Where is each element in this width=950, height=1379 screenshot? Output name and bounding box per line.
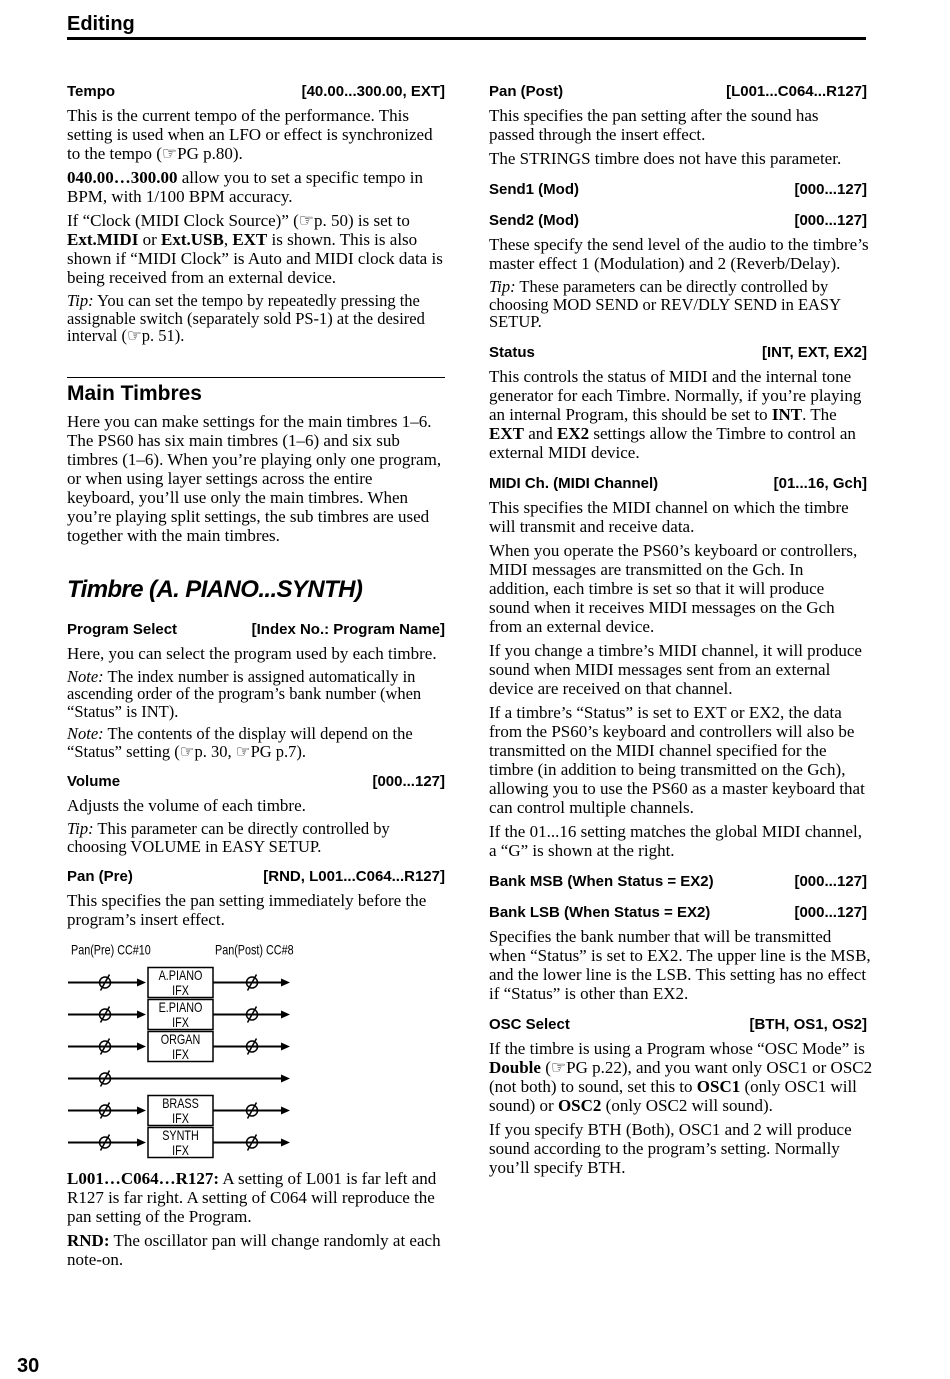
text-line [489, 660, 867, 679]
text-line [489, 517, 867, 536]
pan-pre-label: Pan(Pre) CC#10 [71, 942, 151, 958]
text-run: passed through the insert effect. [489, 125, 706, 144]
text-run: setting is used when an LFO or effect is synchronized [67, 125, 433, 144]
text-line [489, 579, 867, 598]
text-run: you’ll specify BTH. [489, 1157, 626, 1177]
text-line [67, 1188, 445, 1207]
text-run: This specifies the pan setting after the sound has [489, 106, 819, 125]
text-line [67, 725, 445, 743]
param-bank-lsb-when-status-ex2 [489, 903, 867, 922]
text-run: shown if “MIDI Clock” is Auto and MIDI clock data is [67, 249, 443, 268]
text-line [67, 187, 445, 206]
note-paragraph [67, 668, 445, 721]
text-line [489, 1077, 867, 1096]
text-run: allowing you to use the PS60 as a master keyboard that [489, 778, 865, 798]
text-run: keyboard, you’ll use only the main timbres. When [67, 487, 409, 507]
text-run: sound when MIDI messages sent from an external [489, 659, 831, 679]
text-run: (not both) to sound, set this to [489, 1076, 697, 1096]
param-name: Volume [67, 773, 121, 790]
paragraph [67, 1231, 445, 1269]
text-line [67, 469, 445, 488]
pan-pre-signal-arrowhead-icon [137, 1107, 146, 1115]
param-program-select [67, 620, 445, 639]
text-line [67, 412, 445, 431]
text-line [489, 641, 867, 660]
param-range: [INT, EXT, EX2] [761, 343, 867, 361]
bold-term: INT [771, 404, 803, 424]
paragraph [67, 211, 445, 287]
text-line [67, 507, 445, 526]
param-send2-mod [489, 211, 867, 230]
pan-pre-signal-arrowhead-icon [137, 1043, 146, 1051]
bold-term: Ext.USB [160, 230, 224, 249]
timbre-name-label: A.PIANO [158, 967, 203, 984]
pan-post-signal-arrowhead-icon [281, 1043, 290, 1051]
text-line [67, 1231, 445, 1250]
paragraph [67, 891, 445, 929]
text-line [489, 278, 867, 296]
text-line [489, 945, 871, 965]
text-run: If the timbre is using a Program whose “OSC Mode” is [489, 1038, 865, 1058]
timbre-name-label: E.PIANO [158, 999, 203, 1016]
text-run: from the PS60’s keyboard and controllers will also be [489, 721, 855, 741]
bold-term: EX2 [557, 423, 590, 443]
paragraph [489, 235, 867, 273]
param-range: [000...127] [372, 773, 445, 790]
pan-post-signal-arrowhead-icon [281, 979, 290, 987]
text-run: This controls the status of MIDI and the internal tone [489, 366, 852, 386]
text-run: “Status” is INT). [67, 701, 179, 721]
text-line [67, 891, 445, 910]
pass-through-signal-arrowhead-icon [281, 1075, 290, 1083]
text-run: These specify the send level of the audio to the timbre’s [489, 235, 869, 254]
text-run: These parameters can be directly controlled by [515, 277, 829, 296]
text-run: timbre (in addition to being transmitted on the Gch), [489, 759, 846, 779]
text-run: program’s insert effect. [67, 910, 225, 929]
bold-term: OSC1 [696, 1076, 741, 1096]
text-line [489, 984, 867, 1003]
paragraph [489, 703, 867, 817]
param-range: [RND, L001...C064...R127] [263, 868, 445, 885]
param-name: Pan (Post) [489, 83, 564, 100]
text-line [67, 910, 445, 929]
text-run: (☞PG p.22), and you want only OSC1 or OSC2 [540, 1057, 873, 1077]
text-line [489, 760, 867, 779]
pan-routing-diagram [67, 934, 447, 1164]
text-line [489, 313, 867, 331]
text-run: This specifies the MIDI channel on which the timbre [489, 497, 849, 517]
text-line [67, 820, 445, 838]
paragraph [489, 498, 867, 536]
param-status [489, 343, 867, 362]
timbre-name-label: SYNTH [162, 1127, 199, 1144]
header-rule [67, 37, 866, 40]
text-line [67, 292, 445, 310]
text-run: The PS60 has six main timbres (1–6) and six sub [67, 430, 400, 450]
text-line [489, 424, 867, 443]
text-run: if “Status” is other than EX2. [489, 983, 689, 1003]
text-line [67, 249, 445, 268]
text-line [67, 796, 445, 815]
param-name: OSC Select [489, 1015, 570, 1033]
text-line [489, 703, 867, 722]
text-run: sound) or [489, 1095, 558, 1115]
param-volume [67, 772, 445, 791]
text-line [67, 211, 445, 230]
param-range: [L001...C064...R127] [726, 83, 867, 100]
text-line [489, 235, 867, 254]
text-line [489, 254, 867, 273]
param-range: [01...16, Gch] [773, 474, 867, 492]
text-line [67, 488, 445, 507]
text-run: If “Clock (MIDI Clock Source)” (☞p. 50) is set to [67, 211, 410, 230]
text-line [67, 644, 445, 663]
text-line [489, 679, 867, 698]
param-range: [000...127] [794, 181, 867, 198]
param-range: [000...127] [794, 872, 867, 890]
param-bank-msb-when-status-ex2 [489, 872, 867, 891]
paragraph [489, 367, 867, 462]
text-run: You can set the tempo by repeatedly pressing the [93, 291, 420, 310]
page-number: 30 [17, 1355, 40, 1377]
text-run: (only OSC2 will sound). [601, 1095, 773, 1115]
text-line [67, 144, 445, 163]
text-line [67, 125, 445, 144]
italic-label: Tip: [489, 277, 516, 296]
timbre-name-label: ORGAN [160, 1031, 201, 1048]
text-run: . The [802, 404, 837, 424]
paragraph [489, 926, 871, 1003]
text-run: will transmit and receive data. [489, 516, 695, 536]
param-range: [000...127] [794, 903, 867, 921]
text-line [489, 1057, 873, 1077]
param-tempo [67, 82, 445, 101]
text-run: settings allow the Timbre to control an [589, 423, 856, 443]
text-run: being received from an external device. [67, 268, 337, 287]
text-line [67, 230, 445, 249]
text-run: external MIDI device. [489, 442, 640, 462]
text-line [67, 450, 445, 469]
bold-term: OSC2 [557, 1095, 602, 1115]
italic-label: Tip: [67, 819, 94, 838]
text-line [489, 386, 867, 405]
pan-routing-svg [67, 934, 447, 1164]
text-line [489, 1139, 867, 1158]
text-run: Here, you can select the program used by each timbre. [67, 643, 437, 663]
text-run: from an external device. [489, 616, 655, 636]
text-run: This is the current tempo of the performance. This [67, 106, 409, 125]
text-line [67, 668, 445, 686]
param-name: Pan (Pre) [67, 868, 133, 885]
text-line [67, 838, 445, 856]
paragraph [67, 168, 445, 206]
text-run: This parameter can be directly controlled by [93, 819, 390, 838]
italic-label: Note: [67, 666, 104, 686]
text-run: , [223, 230, 233, 249]
text-run: assignable switch (separately sold PS-1) at the desired [67, 308, 425, 328]
text-run: or [138, 230, 161, 249]
text-line [489, 598, 867, 617]
note-paragraph [67, 292, 445, 345]
text-line [67, 327, 445, 345]
text-line [489, 1039, 867, 1058]
ifx-label: IFX [172, 1142, 189, 1159]
text-run: This specifies the pan setting immediately before the [67, 891, 427, 910]
text-line [67, 526, 445, 545]
pan-post-label: Pan(Post) CC#8 [215, 942, 294, 958]
text-run: is shown. This is also [267, 230, 418, 249]
param-name: Tempo [67, 83, 116, 100]
text-run: “Status” setting (☞p. 30, ☞PG p.7). [67, 741, 307, 761]
left-column [67, 82, 445, 1274]
text-run: a “G” is shown at the right. [489, 840, 675, 860]
text-line [489, 927, 867, 946]
ifx-label: IFX [172, 1046, 189, 1063]
text-run: timbres (1–6). When you’re playing only one program, [67, 449, 442, 469]
text-line [489, 125, 867, 144]
param-name: Bank MSB (When Status = EX2) [489, 872, 714, 890]
pan-pre-signal-arrowhead-icon [137, 979, 146, 987]
pan-pre-signal-arrowhead-icon [137, 1139, 146, 1147]
note-paragraph [489, 278, 867, 331]
text-run: device are received on that channel. [489, 678, 733, 698]
pan-post-signal-arrowhead-icon [281, 1107, 290, 1115]
chapter-heading: Timbre (A. PIANO...SYNTH) [67, 575, 363, 603]
text-line [489, 541, 867, 560]
text-line [489, 1158, 867, 1177]
text-line [489, 149, 867, 168]
text-run: and the lower line is the LSB. This setting has no effect [489, 964, 867, 984]
paragraph [489, 1120, 867, 1177]
paragraph [67, 1169, 445, 1226]
text-line [489, 1120, 867, 1139]
text-line [489, 405, 867, 424]
text-line [67, 703, 445, 721]
text-line [67, 168, 445, 187]
text-line [67, 1250, 445, 1269]
text-run: Here you can make settings for the main timbres 1–6. [67, 411, 432, 431]
param-send1-mod [489, 180, 867, 199]
text-line [489, 498, 867, 517]
text-run: If the 01...16 setting matches the global MIDI channel, [489, 821, 862, 841]
param-name: Bank LSB (When Status = EX2) [489, 903, 711, 921]
text-run: A setting of L001 is far left and [219, 1169, 437, 1188]
text-line [489, 965, 867, 984]
param-range: [BTH, OS1, OS2] [749, 1015, 867, 1033]
paragraph [67, 644, 445, 663]
text-run: If you specify BTH (Both), OSC1 and 2 will produce [489, 1119, 852, 1139]
ifx-label: IFX [172, 982, 189, 999]
text-line [489, 722, 867, 741]
timbre-name-label: BRASS [162, 1095, 199, 1112]
paragraph [489, 149, 867, 168]
text-run: If a timbre’s “Status” is set to EXT or EX2, the data [489, 702, 842, 722]
text-line [489, 822, 867, 841]
bold-term: EXT [489, 423, 524, 443]
ifx-label: IFX [172, 1110, 189, 1127]
param-pan-pre [67, 867, 445, 886]
text-run: allow you to set a specific tempo in [177, 168, 423, 187]
text-line [489, 443, 867, 462]
text-line [489, 617, 867, 636]
text-line [489, 741, 867, 760]
text-run: you’re playing split settings, the sub timbres are used [67, 506, 430, 526]
pan-post-signal-arrowhead-icon [281, 1011, 290, 1019]
text-run: can control multiple channels. [489, 797, 694, 817]
paragraph [67, 796, 445, 815]
text-run: The STRINGS timbre does not have this parameter. [489, 149, 842, 168]
text-line [67, 1169, 445, 1188]
text-run: to the tempo (☞PG p.80). [67, 144, 243, 163]
text-run: generator for each Timbre. Normally, if you’re playing [489, 385, 862, 405]
text-run: sound when it receives MIDI messages on the Gch [489, 597, 835, 617]
text-line [67, 106, 445, 125]
text-line [489, 296, 867, 314]
text-run: choosing VOLUME in EASY SETUP. [67, 836, 322, 856]
bold-term: EXT [232, 230, 268, 249]
text-run: The oscillator pan will change randomly at each [109, 1231, 441, 1250]
section-heading: Main Timbres [67, 377, 445, 407]
text-run: The contents of the display will depend on the [103, 724, 413, 743]
text-line [489, 367, 867, 386]
paragraph [67, 106, 445, 163]
paragraph [489, 541, 867, 636]
text-run: or when using layer settings across the entire [67, 468, 373, 488]
text-line [67, 431, 445, 450]
param-range: [40.00...300.00, EXT] [301, 83, 445, 100]
text-line [489, 106, 867, 125]
paragraph [489, 106, 867, 144]
param-name: Send2 (Mod) [489, 212, 579, 229]
text-run: addition, each timbre is set so that it will produce [489, 578, 825, 598]
text-line [489, 779, 867, 798]
text-run: (only OSC1 will [740, 1076, 857, 1096]
text-run: MIDI messages are transmitted on the Gch. In [489, 559, 804, 579]
note-paragraph [67, 725, 445, 760]
text-run: an internal Program, this should be set to [489, 404, 772, 424]
text-line [489, 560, 867, 579]
pan-pre-signal-arrowhead-icon [137, 1011, 146, 1019]
text-run: note-on. [67, 1250, 124, 1269]
text-run: transmitted on the MIDI channel specified for the [489, 740, 827, 760]
paragraph [67, 412, 445, 545]
ifx-label: IFX [172, 1014, 189, 1031]
text-run: Specifies the bank number that will be transmitted [489, 926, 832, 946]
text-line [67, 310, 445, 328]
text-run: choosing MOD SEND or REV/DLY SEND in EASY [489, 294, 842, 314]
text-run: pan setting of the Program. [67, 1207, 252, 1226]
text-line [489, 1096, 867, 1115]
text-run: SETUP. [489, 312, 542, 331]
param-name: MIDI Ch. (MIDI Channel) [489, 474, 659, 492]
text-run: together with the main timbres. [67, 525, 280, 545]
note-paragraph [67, 820, 445, 855]
text-line [489, 841, 867, 860]
text-run: when “Status” is set to EX2. The upper line is the MSB, [489, 945, 871, 965]
paragraph [489, 641, 867, 698]
text-run: and [523, 423, 558, 443]
chapter-header-title: Editing [67, 13, 135, 35]
param-name: Status [489, 343, 535, 361]
text-run: ascending order of the program’s bank number (when [67, 684, 422, 703]
text-run: master effect 1 (Modulation) and 2 (Reverb/Delay). [489, 254, 841, 273]
param-name: Program Select [67, 620, 178, 638]
bold-term: Ext.MIDI [67, 230, 139, 249]
paragraph [489, 822, 867, 860]
param-range: [000...127] [794, 212, 867, 229]
bold-term: Double [489, 1057, 541, 1077]
text-line [67, 268, 445, 287]
text-run: When you operate the PS60’s keyboard or controllers, [489, 540, 858, 560]
bold-term: 040.00…300.00 [67, 168, 178, 187]
param-midi-ch-midi-channel [489, 474, 867, 493]
param-pan-post [489, 82, 867, 101]
text-line [67, 685, 445, 703]
pan-post-signal-arrowhead-icon [281, 1139, 290, 1147]
param-range: [Index No.: Program Name] [251, 620, 445, 638]
param-osc-select [489, 1015, 867, 1034]
text-line [67, 1207, 445, 1226]
italic-label: Note: [67, 724, 104, 743]
text-line [67, 743, 445, 761]
text-run: interval (☞p. 51). [67, 326, 185, 345]
text-run: BPM, with 1/100 BPM accuracy. [67, 187, 293, 206]
param-name: Send1 (Mod) [489, 181, 579, 198]
bold-term: RND: [67, 1231, 110, 1250]
text-run: The index number is assigned automatically in [103, 666, 416, 686]
text-run: If you change a timbre’s MIDI channel, it will produce [489, 640, 862, 660]
italic-label: Tip: [67, 291, 94, 310]
right-column [489, 82, 873, 1182]
text-run: Adjusts the volume of each timbre. [67, 796, 306, 815]
text-run: sound according to the program’s setting. Normally [489, 1138, 840, 1158]
text-run: R127 is far right. A setting of C064 will reproduce the [67, 1188, 435, 1207]
bold-term: L001…C064…R127: [67, 1169, 220, 1188]
paragraph [489, 1038, 873, 1115]
text-line [489, 798, 867, 817]
